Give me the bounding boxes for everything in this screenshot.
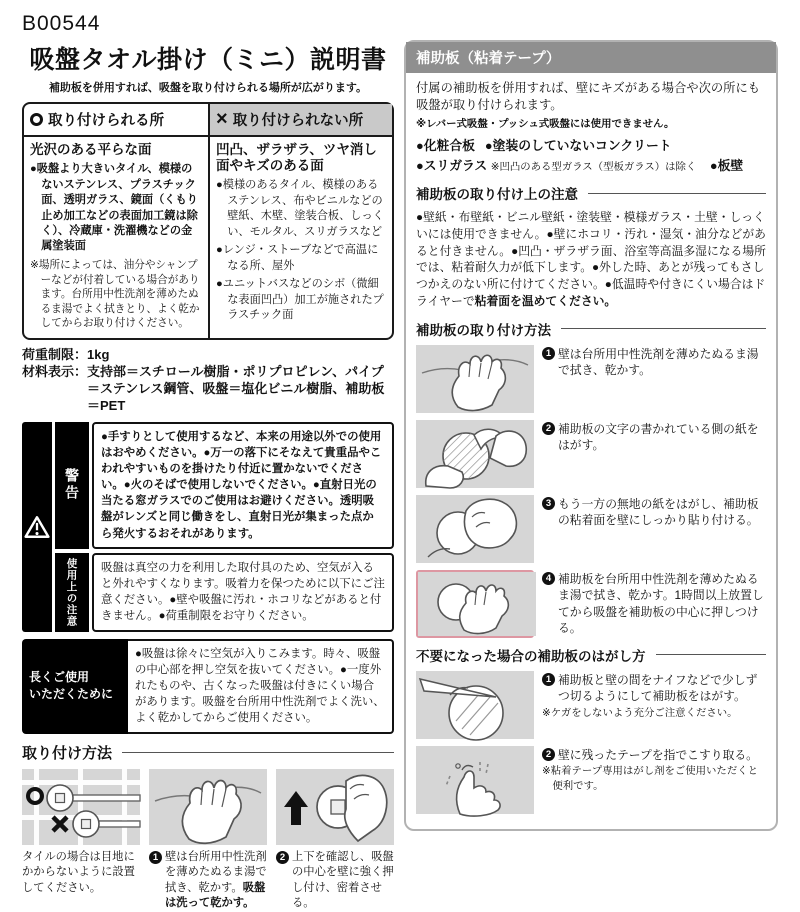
- step-number: 2: [276, 851, 289, 864]
- aux-caution-text-main: ●壁紙・布壁紙・ビニル壁紙・塗装壁・模様ガラス・土壁・しっくいには使用できません。●壁にホコリ・汚れ・湿気・油分などがあると付きません。●凹凸・ザラザラ面、浴室等高温多湿になる場所では、粘着耐久力が低下します。●外した時、あとが残ってもさしつかえのない所に付けてください。●低温時や付きにくい場合はドライヤーで: [416, 210, 766, 308]
- press-cup-illustration: [276, 769, 394, 845]
- usage-caution-text: 吸盤は真空の力を利用した取付具のため、空気が入ると外れやすくなります。吸着力を保つために以下にご注意ください。●壁や吸盤に汚れ・ホコリなどがあると付きません。●荷重制限をお守りください。: [92, 553, 394, 632]
- step-number: 1: [542, 673, 555, 686]
- install-step-2-caption: 上下を確認し、吸盤の中心を壁に強く押し付け、密着させる。: [292, 850, 394, 910]
- not-allowed-subheading: 凹凸、ザラザラ、ツヤ消し面やキズのある面: [216, 142, 377, 174]
- aux-surfaces-list: [416, 136, 766, 175]
- aux-intro: 付属の補助板を併用すれば、壁にキズがある場合や次の所にも吸盤が取り付けられます。: [416, 81, 761, 113]
- aux-removal-heading-label: 不要になった場合の補助板のはがし方: [416, 648, 646, 664]
- wipe-wall-illustration-2: [416, 345, 534, 413]
- mounting-surface-table: [22, 102, 394, 340]
- tile-caption: タイルの場合は目地にかからないように設置してください。: [22, 850, 135, 894]
- allowed-surfaces-body: [24, 137, 208, 338]
- allowed-header-label: 取り付けられる所: [48, 113, 164, 129]
- step-number: 2: [542, 422, 555, 435]
- aux-removal-step-2: [416, 746, 766, 814]
- aux-install-step-4-text: 補助板を台所用中性洗剤を薄めたぬるま湯で拭き、乾かす。1時間以上放置してから吸盤を補助板の中心に押しつける。: [558, 571, 764, 636]
- specifications: [22, 347, 394, 415]
- load-limit-value: 1kg: [87, 346, 110, 362]
- allowed-subheading: 光沢のある平らな面: [30, 142, 152, 157]
- aux-install-step-3: [416, 495, 766, 563]
- not-allowed-surfaces-header: [210, 104, 392, 137]
- install-step-1-bold-text: 吸盤は洗って乾かす。: [165, 881, 266, 910]
- step-number: 1: [149, 851, 162, 864]
- not-allowed-bullet: ●模様のあるタイル、模様のあるステンレス、布やビニルなどの壁紙、木壁、塗装合板、しっくい、モルタル、スリガラスなど: [216, 179, 384, 238]
- wipe-plate-illustration: [416, 570, 534, 638]
- aux-intro-note: ※レバー式吸盤・プッシュ式吸盤には使用できません。: [416, 119, 675, 131]
- tile-placement-illustration: [22, 769, 140, 845]
- materials-label: 材料表示：: [22, 363, 88, 379]
- aux-install-step-1-text: 壁は台所用中性洗剤を薄めたぬるま湯で拭き、乾かす。: [558, 346, 759, 378]
- aux-install-step-1: [416, 345, 766, 413]
- peel-paper-illustration: [416, 420, 534, 488]
- aux-removal-step-1-note: ※ケガをしないよう充分ご注意ください。: [542, 707, 738, 719]
- warning-triangle-bar: [22, 422, 52, 632]
- not-allowed-surfaces-body: [210, 137, 392, 333]
- page-subtitle: 補助板を併用すれば、吸盤を取り付けられる場所が広がります。: [48, 82, 368, 94]
- aux-panel-header: 補助板（粘着テープ）: [406, 42, 776, 73]
- aux-removal-step-2-note: ※粘着テープ専用はがし剤をご使用いただくと便利です。: [542, 766, 758, 792]
- aux-install-heading-label: 補助板の取り付け方法: [416, 322, 551, 338]
- aux-caution-heading-label: 補助板の取り付け上の注意: [416, 187, 578, 203]
- long-use-text: ●吸盤は徐々に空気が入りこみます。時々、吸盤の中心部を押し空気を抜いてください。●一度外れたものや、古くなった吸盤は付きにくい場合があります。吸盤を台所用中性洗剤でよく洗い、よく乾かしてからご使用ください。: [128, 639, 394, 734]
- not-allowed-bullet: ●ユニットバスなどのシボ（微細な表面凹凸）加工が施されたプラスチック面: [216, 278, 384, 321]
- step-number: 1: [542, 347, 555, 360]
- aux-surface-1: ●化粧合板: [416, 138, 475, 154]
- aux-install-step-2: [416, 420, 766, 488]
- install-step-1-caption: [165, 850, 267, 912]
- aux-install-step-3-text: もう一方の無地の紙をはがし、補助板の粘着面を壁にしっかり貼り付ける。: [558, 496, 759, 528]
- install-method-heading-label: 取り付け方法: [22, 744, 113, 762]
- auxiliary-plate-panel: [404, 40, 778, 831]
- long-use-label: [22, 639, 128, 734]
- long-use-label-line2: いただくために: [29, 687, 114, 702]
- aux-caution-text-bold: 粘着面を温めてください。: [474, 293, 617, 308]
- page-title: 吸盤タオル掛け（ミニ）説明書: [29, 46, 387, 74]
- not-allowed-bullet: ●レンジ・ストーブなどで高温になる所、屋外: [216, 244, 379, 272]
- usage-caution-label: 使用上の注意: [55, 553, 89, 632]
- step-number: 3: [542, 497, 555, 510]
- aux-removal-step-1: [416, 671, 766, 739]
- aux-removal-step-1-text: 補助板と壁の間をナイフなどで少しずつ切るようにして補助板をはがす。: [558, 672, 758, 704]
- allowed-bullet: ●吸盤より大きいタイル、模様のないステンレス、プラスチック面、透明ガラス、鏡面（くもり止め加工などの表面加工鏡は除く）、冷蔵庫・洗濯機などの金属塗装面: [30, 163, 198, 253]
- aux-caution-heading: [416, 183, 766, 203]
- install-tile-item: [22, 769, 140, 912]
- left-column: [22, 38, 394, 912]
- model-number: B00544: [22, 12, 101, 35]
- allowed-circle-icon: [30, 113, 43, 126]
- aux-removal-step-2-text: 壁に残ったテープを指でこすり取る。: [558, 747, 758, 762]
- install-step-1-text: 壁は台所用中性洗剤を薄めたぬるま湯で拭き、乾かす。: [165, 850, 267, 894]
- aux-install-step-2-text: 補助板の文字の書かれている側の紙をはがす。: [558, 421, 759, 453]
- aux-surface-3-note: ※凹凸のある型ガラス（型板ガラス）は除く: [490, 161, 697, 173]
- step-number: 4: [542, 572, 555, 585]
- aux-surface-3: ●スリガラス: [416, 157, 488, 173]
- not-allowed-header-label: 取り付けられない所: [232, 113, 364, 129]
- not-allowed-x-icon: ×: [216, 108, 228, 130]
- caution-block: [22, 422, 394, 632]
- wipe-wall-illustration: [149, 769, 267, 845]
- long-use-block: [22, 639, 394, 734]
- knife-peel-illustration: [416, 671, 534, 739]
- aux-surface-2: ●塗装のしていないコンクリート: [484, 138, 672, 154]
- long-use-label-line1: 長くご使用: [29, 669, 90, 684]
- allowed-surfaces-header: [24, 104, 208, 137]
- press-plate-illustration: [416, 495, 534, 563]
- not-allowed-surfaces-column: [208, 104, 392, 338]
- warning-label: 警告: [55, 422, 89, 549]
- warning-triangle-icon: [24, 514, 50, 540]
- aux-removal-heading: [416, 645, 766, 665]
- aux-caution-text: [416, 209, 766, 310]
- aux-install-step-4: [416, 570, 766, 638]
- allowed-note: ※場所によっては、油分やシャンプーなどが付着している場合があります。台所用中性洗剤を薄めたぬるま湯でよく拭きとり、よく乾かしてからお取り付けください。: [30, 258, 200, 330]
- aux-install-heading: [416, 319, 766, 339]
- aux-surface-4: ●板壁: [709, 157, 744, 173]
- install-step-1: [149, 769, 267, 912]
- install-method-heading: [22, 742, 394, 763]
- load-limit-label: 荷重制限：: [22, 346, 88, 362]
- install-steps-row: [22, 769, 394, 912]
- step-number: 2: [542, 748, 555, 761]
- install-step-2: [276, 769, 394, 912]
- warning-text: ●手すりとして使用するなど、本来の用途以外での使用はおやめください。●万一の落下にそなえて貴重品やこわれやすいものを掛けたり付近に置かないでください。●火のそばで使用しないでください。●直射日光の当たる窓ガラスでのご使用はお避けください。透明吸盤がレンズと同じ働きをし、直射日光が集まった点から発火するおそれがあります。: [92, 422, 394, 549]
- rub-tape-illustration: [416, 746, 534, 814]
- allowed-surfaces-column: [24, 104, 208, 338]
- materials-value: 支持部＝スチロール樹脂・ポリプロピレン、パイプ＝ステンレス鋼管、吸盤＝塩化ビニル樹脂、補助板＝PET: [87, 363, 385, 413]
